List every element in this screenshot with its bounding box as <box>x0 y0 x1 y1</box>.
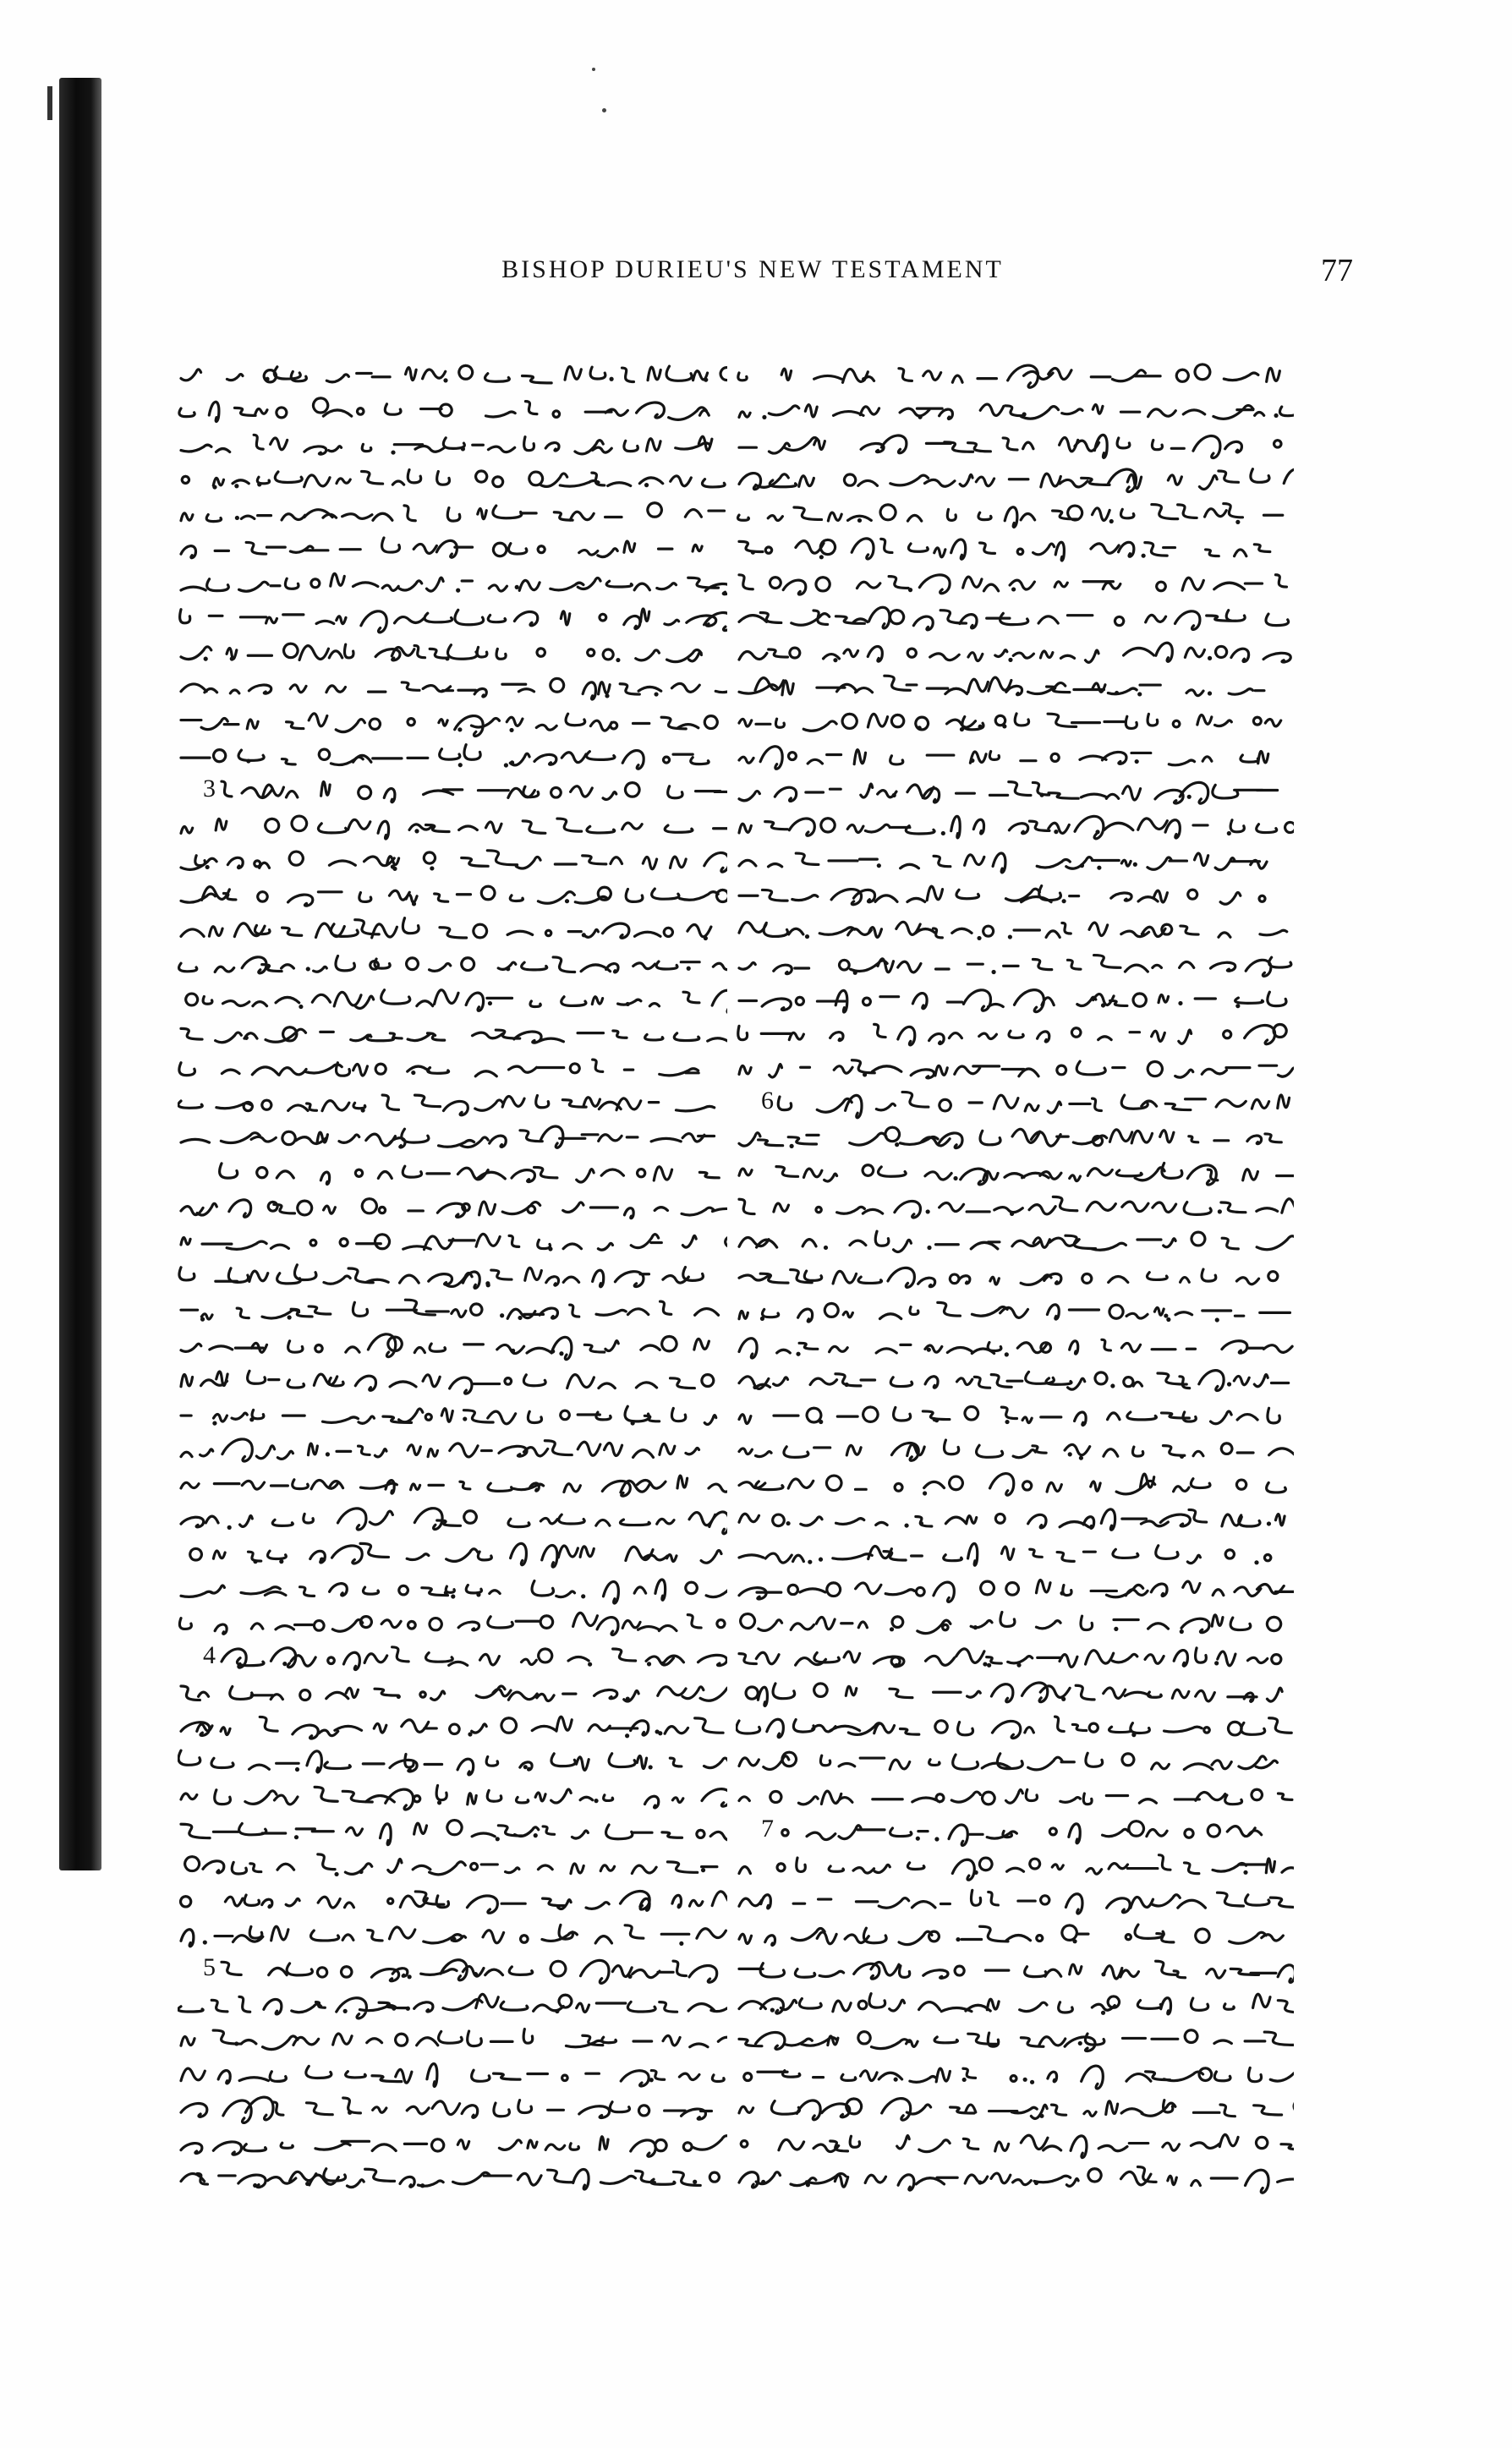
shorthand-line <box>181 2169 719 2189</box>
shorthand-line <box>181 1439 699 1461</box>
shorthand-line <box>179 398 709 422</box>
shorthand-dots <box>1101 1972 1105 1976</box>
shorthand-dots <box>923 1491 927 1495</box>
shorthand-line <box>739 990 1286 1012</box>
shorthand-line <box>738 1024 1286 1044</box>
shorthand-line <box>181 1027 727 1043</box>
shorthand-line <box>179 1060 698 1076</box>
shorthand-line <box>778 1092 1289 1117</box>
page-header <box>389 255 1353 298</box>
shorthand-dots <box>857 518 1241 524</box>
shorthand-line <box>186 990 727 1013</box>
shorthand-dots <box>892 793 1192 799</box>
shorthand-dots <box>234 2041 238 2045</box>
shorthand-line <box>185 1854 717 1875</box>
shorthand-dots <box>819 1417 1009 1424</box>
shorthand-line <box>739 607 1289 630</box>
shorthand-line <box>179 1613 725 1635</box>
shorthand-dots <box>468 1729 662 1738</box>
shorthand-dots <box>227 1525 232 1530</box>
shorthand-dots <box>582 933 708 940</box>
shorthand-dots <box>348 2111 352 2115</box>
left-column-shorthand-text <box>178 355 727 2300</box>
shorthand-line <box>737 1717 1291 1738</box>
shorthand-line <box>181 1234 727 1250</box>
shorthand-line <box>739 714 1281 731</box>
shorthand-dots <box>294 1833 538 1841</box>
shorthand-dots <box>457 727 513 732</box>
section-number: 5 <box>203 1953 216 1981</box>
shorthand-line <box>739 1543 1271 1565</box>
shorthand-line <box>739 1127 1281 1147</box>
shorthand-line <box>181 1300 719 1319</box>
shorthand-line <box>181 2064 724 2087</box>
page-number: 77 <box>1321 253 1353 288</box>
shorthand-dots <box>833 656 1212 663</box>
shorthand-line <box>739 1509 1285 1530</box>
shorthand-line <box>181 503 724 522</box>
shorthand-line <box>739 2166 1294 2193</box>
left-column-strokes <box>178 355 727 2300</box>
shorthand-line <box>782 1821 1262 1846</box>
shorthand-line <box>181 1686 727 1701</box>
shorthand-line <box>179 956 727 972</box>
running-head: BISHOP DURIEU'S NEW TESTAMENT <box>501 255 1004 283</box>
shorthand-dots <box>1131 1733 1136 1737</box>
shorthand-line <box>739 2030 1294 2051</box>
shorthand-dots <box>751 550 1146 560</box>
shorthand-dots <box>1061 1697 1066 1701</box>
shorthand-dots <box>212 1416 634 1425</box>
shorthand-line <box>181 918 711 939</box>
shorthand-dots <box>916 1837 940 1842</box>
shorthand-line <box>739 1961 1294 1982</box>
section-number: 7 <box>761 1815 774 1843</box>
shorthand-line <box>739 643 1290 662</box>
shorthand-line <box>739 1925 1283 1945</box>
shorthand-line <box>739 1994 1294 2014</box>
shorthand-line <box>746 1683 1282 1706</box>
shorthand-line <box>181 1126 715 1147</box>
shorthand-dots <box>204 656 621 662</box>
shorthand-line <box>181 1509 727 1534</box>
shorthand-line <box>181 745 709 769</box>
shorthand-line <box>739 676 1264 695</box>
shorthand-line <box>739 575 1286 594</box>
shorthand-line <box>739 1890 1294 1914</box>
shorthand-dots <box>485 1281 490 1287</box>
shorthand-dots <box>1060 1591 1064 1596</box>
shorthand-line <box>739 539 1270 561</box>
shorthand-line <box>181 1476 727 1496</box>
shorthand-line <box>181 538 702 558</box>
shorthand-line <box>738 364 1280 387</box>
shorthand-dots <box>974 1870 1248 1875</box>
shorthand-line <box>739 1474 1285 1496</box>
shorthand-line <box>181 678 727 699</box>
shorthand-line <box>190 1543 721 1567</box>
shorthand-dots <box>805 932 1145 940</box>
shorthand-dots <box>853 970 996 975</box>
shorthand-line <box>181 2136 727 2157</box>
shorthand-line <box>739 922 1287 938</box>
shorthand-dots <box>863 1072 867 1076</box>
book-spine-shadow <box>59 78 101 1870</box>
shorthand-line <box>222 1960 717 1984</box>
shorthand-line <box>739 956 1291 977</box>
shorthand-line <box>739 435 1281 457</box>
shorthand-line <box>181 1925 726 1946</box>
shorthand-line <box>739 1580 1294 1602</box>
shorthand-dots <box>244 1036 249 1040</box>
section-number: 3 <box>203 775 216 802</box>
shorthand-line <box>181 816 727 839</box>
shorthand-dots <box>361 1108 365 1112</box>
shorthand-dots <box>1062 899 1066 903</box>
shorthand-line <box>181 2097 711 2122</box>
shorthand-line <box>739 1060 1294 1078</box>
shorthand-line <box>181 1717 723 1739</box>
shorthand-line <box>739 816 1294 838</box>
section-number: 6 <box>761 1087 774 1114</box>
shorthand-line <box>181 1785 727 1809</box>
shorthand-dots <box>282 1662 665 1667</box>
shorthand-line <box>739 1268 1278 1287</box>
shorthand-line <box>739 1440 1294 1460</box>
shorthand-line <box>179 1265 703 1289</box>
shorthand-line <box>181 714 717 737</box>
shorthand-line <box>181 1334 709 1360</box>
shorthand-line <box>739 1231 1294 1251</box>
shorthand-line <box>739 469 1294 492</box>
shorthand-line <box>181 1199 727 1219</box>
shorthand-line <box>181 573 727 594</box>
shorthand-line <box>741 2134 1294 2157</box>
shorthand-dots <box>411 1071 415 1075</box>
shorthand-line <box>739 1163 1294 1185</box>
shorthand-line <box>178 1994 727 2018</box>
shorthand-line <box>178 1095 715 1115</box>
shorthand-line <box>222 781 726 802</box>
shorthand-dots <box>548 1246 552 1251</box>
shorthand-line <box>182 469 725 486</box>
shorthand-dots <box>326 1452 330 1456</box>
shorthand-line <box>181 1580 727 1603</box>
shorthand-line <box>739 747 1268 769</box>
shorthand-dots <box>1039 2114 1044 2118</box>
shorthand-line <box>181 643 701 661</box>
shorthand-line <box>739 1197 1294 1218</box>
shorthand-line <box>181 1821 727 1845</box>
shorthand-line <box>181 1406 716 1424</box>
shorthand-line <box>181 1892 727 1914</box>
shorthand-line <box>180 609 727 633</box>
shorthand-dots <box>953 1176 957 1180</box>
shorthand-line <box>739 1339 1292 1358</box>
shorthand-dots <box>456 585 519 593</box>
shorthand-line <box>739 782 1278 803</box>
shorthand-line <box>739 1302 1290 1322</box>
shorthand-line <box>739 1752 1277 1770</box>
shorthand-dots <box>862 377 866 381</box>
shorthand-line <box>181 1371 714 1394</box>
right-column-strokes <box>736 355 1294 2300</box>
shorthand-line <box>181 435 712 454</box>
shorthand-dots <box>649 2078 654 2082</box>
shorthand-dots <box>235 516 239 520</box>
shorthand-line <box>181 886 727 906</box>
shorthand-line <box>178 1750 727 1775</box>
shorthand-line <box>744 2066 1294 2089</box>
shorthand-line <box>739 1371 1289 1391</box>
shorthand-line <box>739 404 1294 419</box>
print-speck <box>592 68 595 71</box>
shorthand-dots <box>1078 2041 1082 2045</box>
shorthand-line <box>181 851 727 872</box>
shorthand-dots <box>253 1558 326 1564</box>
right-column-shorthand-text <box>736 355 1294 2300</box>
shorthand-line <box>739 853 1267 873</box>
shorthand-line <box>220 1164 720 1185</box>
shorthand-line <box>741 1612 1281 1633</box>
shorthand-dots <box>414 829 419 833</box>
shorthand-line <box>222 1647 726 1670</box>
shorthand-line <box>739 1789 1292 1805</box>
shorthand-line <box>739 1648 1281 1667</box>
shorthand-line <box>181 2029 727 2050</box>
shorthand-line <box>739 2099 1294 2121</box>
shorthand-line <box>738 504 1283 528</box>
section-number: 4 <box>203 1641 216 1669</box>
print-speck <box>602 108 606 112</box>
shorthand-line <box>181 365 727 383</box>
shorthand-line <box>739 1855 1294 1881</box>
shorthand-line <box>739 886 1265 905</box>
